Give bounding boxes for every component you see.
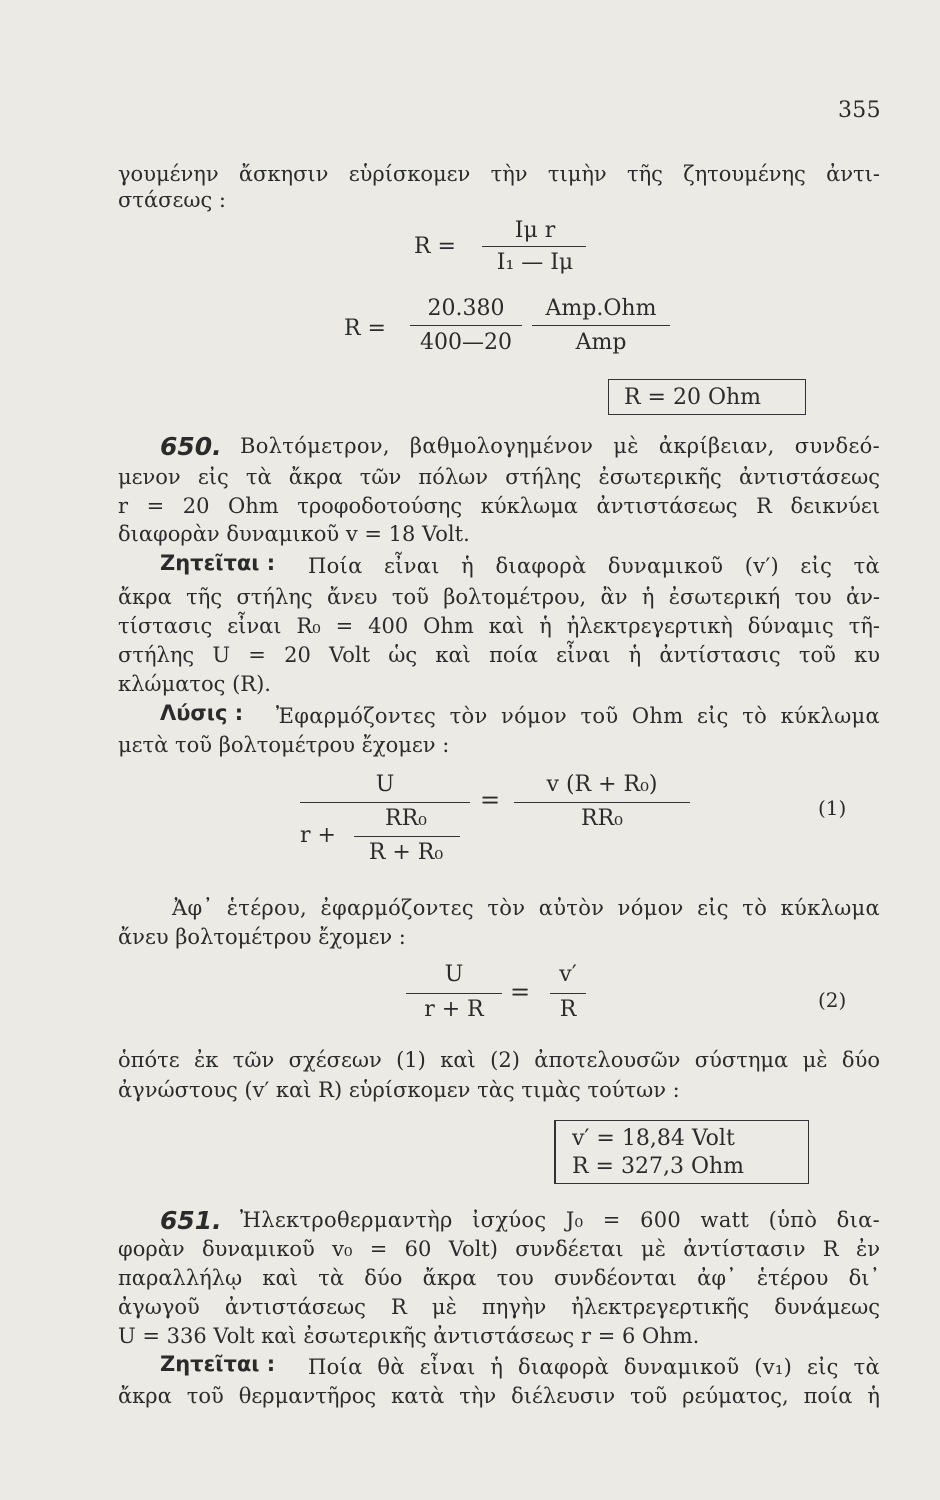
zitite-1-line-1: Ποία εἶναι ἡ διαφορὰ δυναμικοῦ (v′) εἰς τὰ <box>308 554 880 578</box>
problem-651-number: 651. <box>160 1206 222 1235</box>
eq1-right-bar <box>514 802 690 803</box>
formula-b-bar2 <box>532 325 670 326</box>
zitite-2-line-2: ἄκρα τοῦ θερμαντῆρος κατὰ τὴν διέλευσιν τοῦ ρεύματος, ποία ἡ <box>118 1384 880 1408</box>
problem-651-line-1: Ἠλεκτροθερμαντὴρ ἰσχύος J₀ = 600 watt (ὑπὸ δια- <box>240 1208 880 1232</box>
eq1-tag: (1) <box>818 796 847 820</box>
formula-b-den1: 400—20 <box>420 330 512 355</box>
eq1-equals: = <box>480 786 501 814</box>
eq1-inner-denominator: R + R₀ <box>368 840 444 865</box>
result-2-line-2: R = 327,3 Ohm <box>572 1154 745 1179</box>
problem-650-number: 650. <box>160 432 222 461</box>
page-number: 355 <box>838 98 881 123</box>
problem-650-line-2: μενον εἰς τὰ ἄκρα τῶν πόλων στήλης ἐσωτερικῆς ἀντιστάσεως <box>118 465 880 489</box>
result-box-1-top <box>608 379 806 380</box>
zitite-1-line-5: κλώματος (R). <box>118 672 271 696</box>
problem-651-line-2: φορὰν δυναμικοῦ v₀ = 60 Volt) συνδέεται μὲ ἀντίστασιν R ἐν <box>118 1237 880 1261</box>
eq1-left-den-r: r + <box>300 823 336 848</box>
zitite-1-line-2: ἄκρα τῆς στήλης ἄνευ τοῦ βολτομέτρου, ἂν ἡ ἐσωτερική του ἀν- <box>118 585 880 609</box>
result-2-line-1: v′ = 18,84 Volt <box>572 1126 735 1151</box>
problem-651-line-5: U = 336 Volt καὶ ἐσωτερικῆς ἀντιστάσεως r = 6 Ohm. <box>118 1324 700 1348</box>
eq2-right-denominator: R <box>559 997 577 1022</box>
eq1-right-numerator: v (R + R₀) <box>546 772 658 797</box>
formula-a-denominator: I₁ — Iμ <box>496 250 574 275</box>
after-eq2-line-2: ἀγνώστους (v′ καὶ R) εὑρίσκομεν τὰς τιμὰς τούτων : <box>118 1078 680 1102</box>
formula-b-bar1 <box>410 325 522 326</box>
problem-651-line-4: ἀγωγοῦ ἀντιστάσεως R μὲ πηγὴν ἠλεκτρεγερτικῆς δυνάμεως <box>118 1295 880 1319</box>
eq2-tag: (2) <box>818 988 847 1012</box>
lysis-line-2: μετὰ τοῦ βολτομέτρου ἔχομεν : <box>118 733 450 757</box>
formula-a-bar <box>482 246 586 247</box>
intro-line-1: γουμένην ἄσκησιν εὑρίσκομεν τὴν τιμὴν τῆς ζητουμένης ἀντι- <box>118 162 880 186</box>
formula-b-lhs: R = <box>344 316 386 341</box>
zitite-1-line-3: τίστασις εἶναι R₀ = 400 Ohm καὶ ἡ ἠλεκτρεγερτικὴ δύναμις τῆ- <box>118 614 880 638</box>
eq2-right-bar <box>550 993 586 994</box>
eq2-left-numerator: U <box>444 962 464 987</box>
eq1-left-bar <box>300 802 470 803</box>
eq1-left-numerator: U <box>375 772 395 797</box>
result-1-text: R = 20 Ohm <box>624 385 762 410</box>
zitite-2-line-1: Ποία θὰ εἶναι ἡ διαφορὰ δυναμικοῦ (v₁) εἰς τὰ <box>308 1355 880 1379</box>
problem-650-line-1: Βολτόμετρον, βαθμολογημένον μὲ ἀκρίβειαν, συνδεό- <box>240 434 880 458</box>
eq1-inner-numerator: RR₀ <box>385 806 427 831</box>
zitite-label-1: Ζητεῖται : <box>160 551 276 575</box>
lysis-label: Λύσις : <box>160 701 244 725</box>
after-eq2-line-1: ὁπότε ἐκ τῶν σχέσεων (1) καὶ (2) ἀποτελουσῶν σύστημα μὲ δύο <box>118 1048 880 1072</box>
intro-line-2: στάσεως : <box>118 188 226 212</box>
formula-b-den2: Amp <box>575 330 627 355</box>
eq1-inner-bar <box>354 836 460 837</box>
formula-a-numerator: Iμ r <box>514 218 556 243</box>
eq2-left-bar <box>406 993 502 994</box>
eq2-left-denominator: r + R <box>424 997 484 1022</box>
problem-651-line-3: παραλλήλῳ καὶ τὰ δύο ἄκρα του συνδέονται ἀφ᾿ ἑτέρου δι᾿ <box>118 1266 880 1290</box>
lysis-line-1: Ἐφαρμόζοντες τὸν νόμον τοῦ Ohm εἰς τὸ κύκλωμα <box>276 704 880 728</box>
problem-650-line-3: r = 20 Ohm τροφοδοτούσης κύκλωμα ἀντιστάσεως R δεικνύει <box>118 494 880 518</box>
formula-b-num2: Amp.Ohm <box>545 296 657 321</box>
mid-text-line-2: ἄνευ βολτομέτρου ἔχομεν : <box>118 925 406 949</box>
zitite-label-2: Ζητεῖται : <box>160 1352 276 1376</box>
formula-a-lhs: R = <box>414 234 456 259</box>
problem-650-line-4: διαφορὰν δυναμικοῦ v = 18 Volt. <box>118 522 470 546</box>
eq1-right-denominator: RR₀ <box>581 806 623 831</box>
eq2-equals: = <box>510 978 531 1006</box>
formula-b-num1: 20.380 <box>427 296 505 321</box>
mid-text-line-1: Ἀφ᾿ ἑτέρου, ἐφαρμόζοντες τὸν αὐτὸν νόμον εἰς τὸ κύκλωμα <box>172 896 880 920</box>
zitite-1-line-4: στήλης U = 20 Volt ὡς καὶ ποία εἶναι ἡ ἀντίστασις τοῦ κυ <box>118 643 880 667</box>
eq2-right-numerator: v′ <box>559 962 577 987</box>
